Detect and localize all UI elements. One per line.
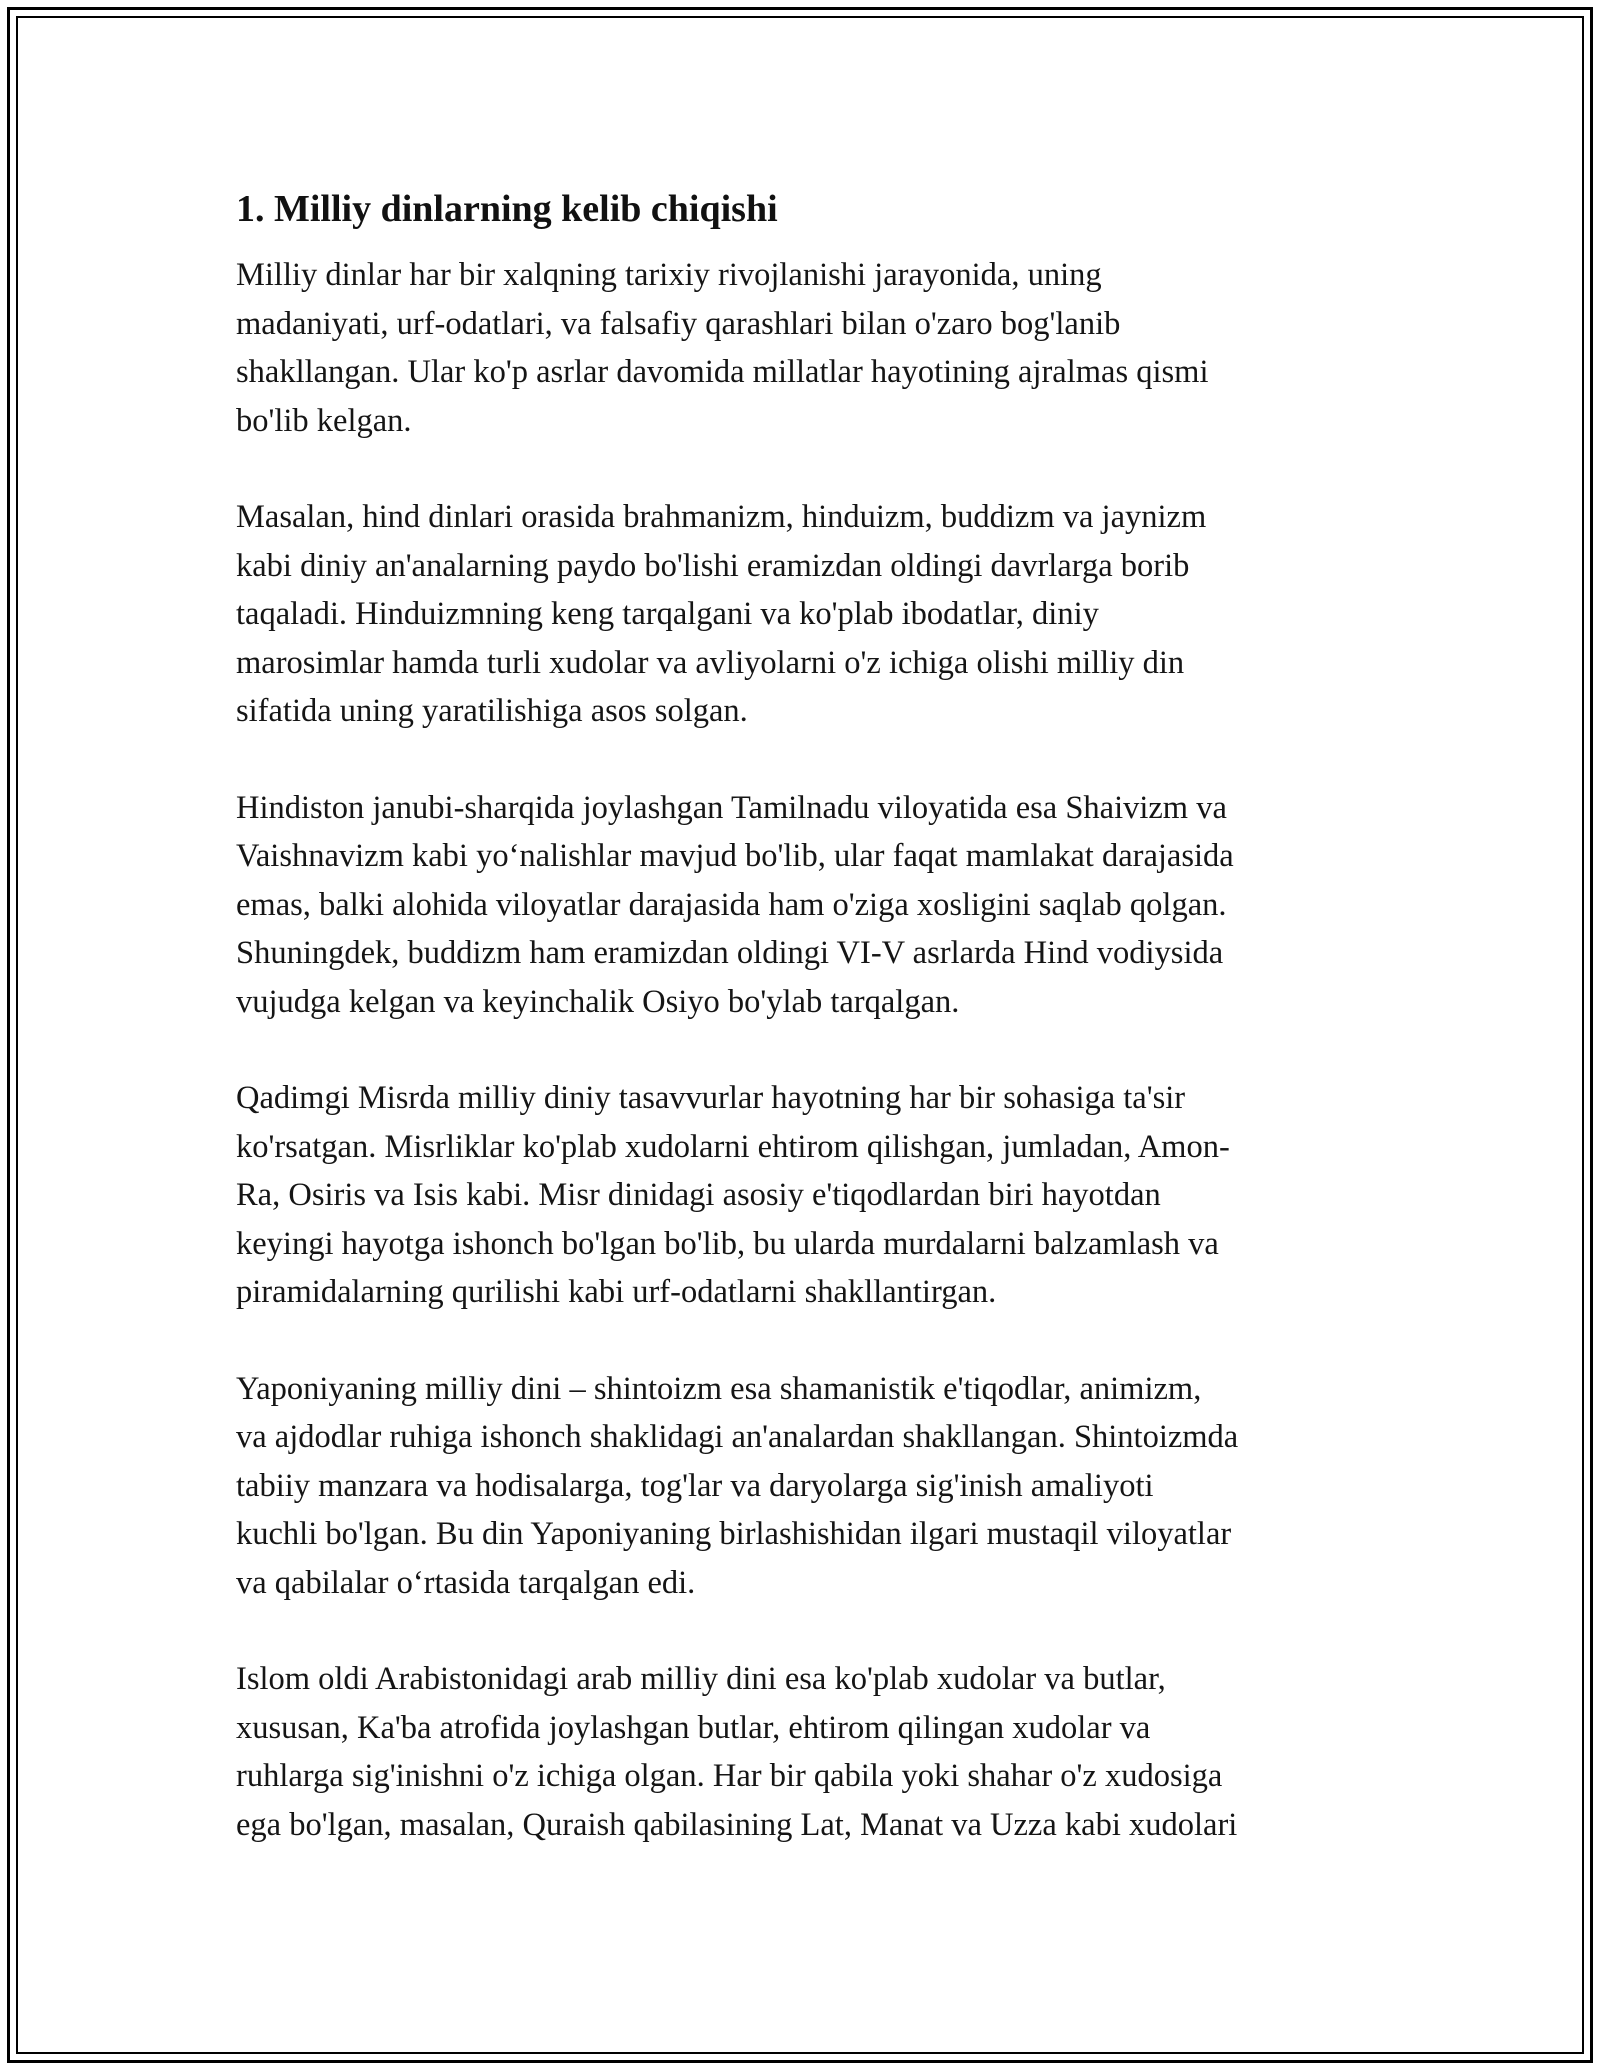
text-line: madaniyati, urf-odatlari, va falsafiy qarashlari bilan o'zaro bog'lanib bbox=[236, 305, 1121, 342]
text-line: Hindiston janubi-sharqida joylashgan Tamilnadu viloyatida esa Shaivizm va bbox=[236, 789, 1227, 826]
text-line: Shuningdek, buddizm ham eramizdan oldingi VI-V asrlarda Hind vodiysida bbox=[236, 935, 1224, 971]
text-line: xususan, Ka'ba atrofida joylashgan butlar, ehtirom qilingan xudolar va bbox=[236, 1709, 1151, 1746]
text-line: tabiiy manzara va hodisalarga, tog'lar va daryolarga sig'inish amaliyoti bbox=[236, 1467, 1154, 1504]
text-line: Vaishnavizm kabi yo‘nalishlar mavjud bo'lib, ular faqat mamlakat darajasida bbox=[236, 838, 1234, 874]
text-line: sifatida uning yaratilishiga asos solgan. bbox=[236, 693, 748, 729]
text-line: Milliy dinlar har bir xalqning tarixiy rivojlanishi jarayonida, uning bbox=[236, 257, 1102, 293]
text-line: kuchli bo'lgan. Bu din Yaponiyaning birlashishidan ilgari mustaqil viloyatlar bbox=[236, 1516, 1232, 1552]
text-line: ruhlarga sig'inishni o'z ichiga olgan. Har bir qabila yoki shahar o'z xudosiga bbox=[236, 1758, 1223, 1794]
text-line: bo'lib kelgan. bbox=[236, 402, 412, 439]
paragraph-1 bbox=[236, 251, 1376, 445]
text-line: kabi diniy an'analarning paydo bo'lishi eramizdan oldingi davrlarga borib bbox=[236, 547, 1190, 584]
section-heading: 1. Milliy dinlarning kelib chiqishi bbox=[236, 188, 778, 230]
text-line: emas, balki alohida viloyatlar darajasida ham o'ziga xosligini saqlab qolgan. bbox=[236, 886, 1227, 923]
text-line: shakllangan. Ular ko'p asrlar davomida millatlar hayotining ajralmas qismi bbox=[236, 354, 1209, 390]
text-line: vujudga kelgan va keyinchalik Osiyo bo'ylab tarqalgan. bbox=[236, 983, 960, 1020]
text-line: ega bo'lgan, masalan, Quraish qabilasining Lat, Manat va Uzza kabi xudolari bbox=[236, 1806, 1238, 1843]
text-line: taqaladi. Hinduizmning keng tarqalgani va ko'plab ibodatlar, diniy bbox=[236, 596, 1099, 632]
paragraph-3 bbox=[236, 784, 1376, 1027]
text-line: Ra, Osiris va Isis kabi. Misr dinidagi asosiy e'tiqodlardan biri hayotdan bbox=[236, 1177, 1161, 1213]
paragraph-6 bbox=[236, 1655, 1376, 1849]
text-line: Islom oldi Arabistonidagi arab milliy dini esa ko'plab xudolar va butlar, bbox=[236, 1661, 1166, 1697]
text-line: piramidalarning qurilishi kabi urf-odatlarni shakllantirgan. bbox=[236, 1274, 997, 1310]
text-line: Yaponiyaning milliy dini – shintoizm esa shamanistik e'tiqodlar, animizm, bbox=[236, 1370, 1202, 1407]
text-line: Masalan, hind dinlari orasida brahmanizm, hinduizm, buddizm va jaynizm bbox=[236, 499, 1207, 535]
text-line: va ajdodlar ruhiga ishonch shaklidagi an'analardan shakllangan. Shintoizmda bbox=[236, 1419, 1239, 1455]
paragraph-5 bbox=[236, 1365, 1376, 1608]
text-line: Qadimgi Misrda milliy diniy tasavvurlar hayotning har bir sohasiga ta'sir bbox=[236, 1080, 1186, 1116]
text-line: marosimlar hamda turli xudolar va avliyolarni o'z ichiga olishi milliy din bbox=[236, 644, 1185, 681]
paragraph-2 bbox=[236, 493, 1376, 736]
text-line: va qabilalar o‘rtasida tarqalgan edi. bbox=[236, 1564, 696, 1601]
paragraph-4 bbox=[236, 1074, 1376, 1317]
document-body bbox=[236, 185, 1376, 1897]
text-line: ko'rsatgan. Misrliklar ko'plab xudolarni ehtirom qilishgan, jumladan, Amon- bbox=[236, 1128, 1230, 1165]
text-line: keyingi hayotga ishonch bo'lgan bo'lib, bu ularda murdalarni balzamlash va bbox=[236, 1225, 1219, 1262]
